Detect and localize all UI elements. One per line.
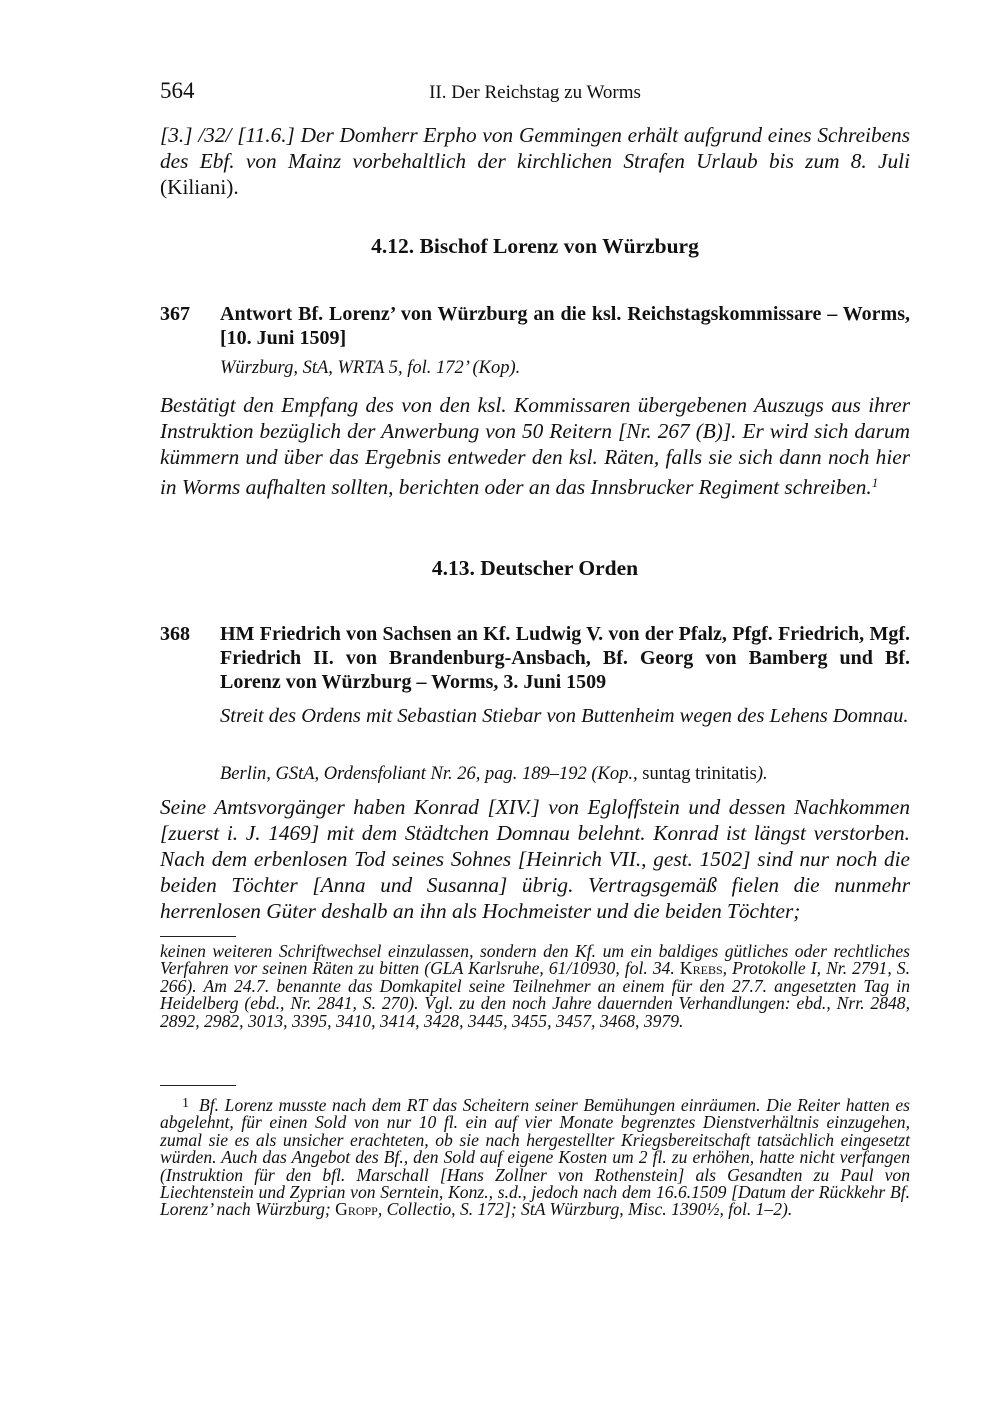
entry-367-number: 367 — [160, 303, 190, 325]
entry-368-source-roman: suntag trinitatis — [637, 764, 757, 784]
footnote-continuation-part2: , Protokolle I, Nr. 2791, S. 266). Am 24.7. benannte das Domkapitel seine Teilnehmer an einem für den 27.7. angesetzten Tag in Heidelberg (ebd., Nr. 2841, S. 270). Vgl. zu den noch Jahre dauernden Verhandlungen: ebd., Nrr. 2848, 2892, 2982, 3013, 3395, 3410, 3414, 3428, 3445, 3455, 3457, 3468, 3979. — [160, 958, 910, 1031]
footnote-continuation — [160, 943, 910, 1030]
running-head — [160, 78, 910, 108]
footnote-1 — [160, 1095, 910, 1219]
entry-368-number: 368 — [160, 623, 190, 645]
footnote-1-part2: , Collectio, S. 172]; StA Würzburg, Misc. 1390½, fol. 1–2). — [377, 1199, 793, 1220]
entry-367-title: Antwort Bf. Lorenz’ von Würzburg an die ksl. Reichstagskommissare – Worms, [10. Juni 1509] — [220, 303, 910, 349]
footnote-1-mark: 1 — [182, 1096, 189, 1111]
entry-367-source: Würzburg, StA, WRTA 5, fol. 172’ (Kop). — [220, 358, 521, 378]
footnote-continuation-author: Krebs — [679, 958, 723, 979]
entry-368-source-end: ). — [756, 764, 768, 784]
section-heading-412: 4.12. Bischof Lorenz von Würzburg — [371, 234, 699, 258]
entry-368-source-italic: Berlin, GStA, Ordensfoliant Nr. 26, pag. 189–192 (Kop., — [220, 764, 638, 784]
intro-paragraph — [160, 122, 910, 200]
footnote-continuation-part1: keinen weiteren Schriftwechsel einzulassen, sondern den Kf. um ein baldiges gütliches oder rechtliches Verfahren vor seinen Räten zu bitten (GLA Karlsruhe, 61/10930, fol. 34. — [160, 941, 910, 979]
intro-italic: [3.] /32/ [11.6.] Der Domherr Erpho von Gemmingen erhält aufgrund eines Schreibens des Ebf. von Mainz vorbehaltlich der kirchlichen Strafen Urlaub bis zum 8. Juli — [160, 123, 910, 173]
running-title: II. Der Reichstag zu Worms — [429, 82, 641, 103]
entry-368-title: HM Friedrich von Sachsen an Kf. Ludwig V. von der Pfalz, Pfgf. Friedrich, Mgf. Friedrich II. von Brandenburg-Ansbach, Bf. Georg von Bamberg und Bf. Lorenz von Würzburg – Worms, 3. Juni 1509 — [220, 623, 910, 693]
footnote-ref-1[interactable]: 1 — [871, 475, 879, 490]
section-heading-413: 4.13. Deutscher Orden — [431, 556, 639, 580]
page-number: 564 — [160, 78, 195, 103]
footnote-rule-1 — [160, 936, 236, 937]
entry-368-head — [160, 622, 910, 694]
intro-roman: (Kiliani). — [160, 175, 239, 199]
entry-367-head — [160, 302, 910, 350]
footnote-1-author: Gropp — [335, 1199, 378, 1220]
entry-368-summary: Streit des Ordens mit Sebastian Stiebar von Buttenheim wegen des Lehens Domnau. — [220, 705, 909, 727]
entry-367-body-text: Bestätigt den Empfang des von den ksl. Kommissaren übergebenen Auszugs aus ihrer Instruktion bezüglich der Anwerbung von 50 Reitern [Nr. 267 (B)]. Er wird sich darum kümmern und über das Ergebnis entweder den ksl. Räten, falls sie sich dann noch hier in Worms aufhalten sollten, berichten oder an das Innsbrucker Regiment schreiben. — [160, 393, 910, 499]
footnote-rule-2 — [160, 1085, 236, 1086]
footnote-1-part1: Bf. Lorenz musste nach dem RT das Scheitern seiner Bemühungen einräumen. Die Reiter hatten es abgelehnt, für einen Sold von nur 10 fl. ein auf vier Monate begrenztes Dienstverhältnis einzugehen, zumal sie es als unsicher erachteten, ob sie nach hergestellter Kriegsbereitschaft tatsächlich eingesetzt würden. Auch das Angebot des Bf., den Sold auf eigene Kosten um 2 fl. zu erhöhen, hatte nicht verfangen (Instruktion für den bfl. Marschall [Hans Zollner von Rothenstein] als Gesandten zu Paul von Liechtenstein und Zyprian von Serntein, Konz., s.d., jedoch nach dem 16.6.1509 [Datum der Rückkehr Bf. Lorenz’ nach Würzburg; — [160, 1095, 910, 1220]
entry-368-source — [220, 762, 910, 786]
entry-368-body: Seine Amtsvorgänger haben Konrad [XIV.] von Egloffstein und dessen Nachkommen [zuerst i. J. 1469] mit dem Städtchen Domnau belehnt. Konrad ist längst verstorben. Nach dem erbenlosen Tod seines Sohnes [Heinrich VII., gest. 1502] sind nur noch die beiden Töchter [Anna und Susanna] übrig. Vertragsgemäß fielen die nunmehr herrenlosen Güter deshalb an ihn als Hochmeister und die beiden Töchter; — [160, 795, 910, 923]
entry-367-body — [160, 392, 910, 500]
